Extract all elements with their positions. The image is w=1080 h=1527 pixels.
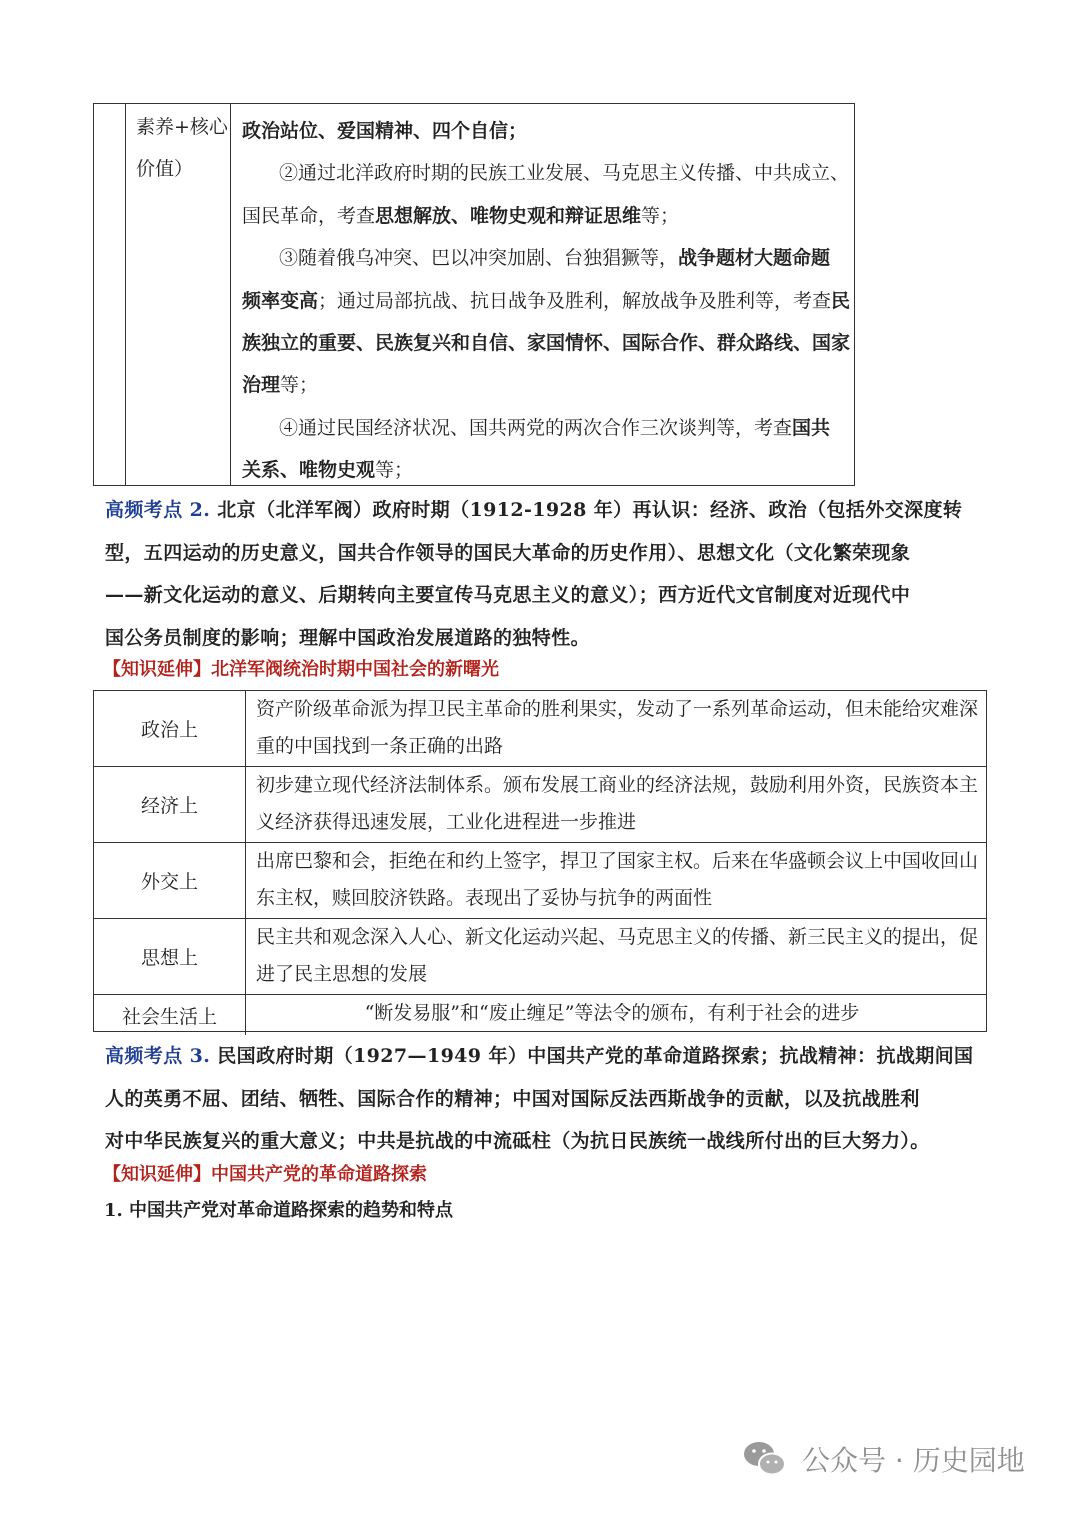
- table-row: [94, 919, 986, 995]
- content-segment: ③随着俄乌冲突、巴以冲突加剧、台独猖獗等，: [279, 247, 679, 270]
- table-row: [94, 767, 986, 843]
- row-content-line: 东主权，赎回胶济铁路。表现出了妥协与抗争的两面性: [256, 887, 713, 909]
- paragraph-line: 型，五四运动的历史意义，国共合作领导的国民大革命的历史作用）、思想文化（文化繁荣现象: [105, 541, 911, 564]
- watermark-text: 公众号 · 历史园地: [802, 1444, 1025, 1477]
- paragraph-text: 民国政府时期（1927—1949 年）中国共产党的革命道路探索；抗战精神：抗战期间国: [210, 1045, 974, 1067]
- wechat-icon: [742, 1439, 788, 1479]
- content-segment: 治理: [242, 374, 281, 397]
- top-table-content-cell: [231, 104, 854, 485]
- top-table: [93, 103, 855, 486]
- row-label: 经济上: [94, 767, 246, 842]
- content-segment: 等；: [641, 204, 680, 227]
- row-content-line: 义经济获得迅速发展，工业化进程进一步推进: [256, 811, 637, 833]
- content-segment: 频率变高: [242, 289, 319, 312]
- row-label: 社会生活上: [94, 995, 246, 1035]
- row-content-line: 进了民主思想的发展: [256, 963, 428, 985]
- content-segment: 等；: [280, 374, 319, 397]
- row-label: 政治上: [94, 691, 246, 766]
- table-row: [94, 995, 986, 1035]
- content-segment: ②通过北洋政府时期的民族工业发展、马克思主义传播、中共成立、: [279, 162, 850, 185]
- point-number: 高频考点 2.: [105, 499, 211, 521]
- content-segment: 政治站位、爱国精神、四个自信；: [242, 120, 528, 142]
- row-content-line: 民主共和观念深入人心、新文化运动兴起、马克思主义的传播、新三民主义的提出，促: [256, 926, 979, 948]
- row-content-line: 资产阶级革命派为捍卫民主革命的胜利果实，发动了一系列革命运动，但未能给灾难深: [256, 698, 979, 720]
- paragraph-text: 北京（北洋军阀）政府时期（1912-1928 年）再认识：经济、政治（包括外交深度转: [210, 499, 963, 521]
- row-content: [246, 995, 978, 1032]
- content-segment: 族独立的重要、民族复兴和自信、家国情怀、国际合作、群众路线、国家: [242, 332, 851, 354]
- paragraph-line: 对中华民族复兴的重大意义；中共是抗战的中流砥柱（为抗日民族统一战线所付出的巨大努力）。: [105, 1130, 930, 1152]
- content-line: [279, 243, 830, 270]
- content-line: [242, 201, 679, 228]
- list-item-1: 1. 中国共产党对革命道路探索的趋势和特点: [104, 1200, 454, 1221]
- row-content-line: 初步建立现代经济法制体系。颁布发展工商业的经济法规，鼓励利用外资，民族资本主: [256, 774, 979, 796]
- content-segment: 国民革命，考查: [242, 204, 376, 227]
- content-line: [242, 116, 527, 143]
- paragraph-line: [105, 495, 962, 522]
- row-content: [256, 767, 978, 841]
- content-line: [242, 286, 850, 313]
- content-segment: 民: [831, 289, 851, 312]
- content-line: [242, 370, 318, 397]
- paragraph-line: ——新文化运动的意义、后期转向主要宣传马克思主义的意义）；西方近代文官制度对近现代中: [105, 584, 911, 606]
- content-segment: ④通过民国经济状况、国共两党的两次合作三次谈判等，考查: [279, 416, 793, 439]
- row-content-line: 出席巴黎和会，拒绝在和约上签字，捍卫了国家主权。后来在华盛顿会议上中国收回山: [256, 850, 979, 872]
- row-content-line: “断发易服”和“废止缠足”等法令的颁布，有利于社会的进步: [364, 1002, 860, 1024]
- content-segment: 等；: [375, 459, 414, 482]
- knowledge-extension-heading: 【知识延伸】中国共产党的革命道路探索: [103, 1164, 427, 1185]
- content-segment: 国共: [792, 416, 831, 439]
- row-label: 外交上: [94, 843, 246, 918]
- top-table-blank-column: [94, 104, 126, 485]
- knowledge-extension-heading: 【知识延伸】北洋军阀统治时期中国社会的新曙光: [103, 659, 499, 680]
- top-table-label-cell: [126, 104, 231, 485]
- content-segment: ；通过局部抗战、抗日战争及胜利，解放战争及胜利等，考查: [318, 289, 832, 312]
- paragraph-line: 国公务员制度的影响；理解中国政治发展道路的独特性。: [105, 626, 591, 649]
- content-line: [242, 328, 850, 355]
- row-content: [256, 843, 978, 917]
- beiyang-period-table: [93, 690, 987, 1032]
- paragraph-line: [105, 1041, 973, 1068]
- table-row: [94, 691, 986, 767]
- content-segment: 战争题材大题命题: [678, 247, 831, 270]
- paragraph-line: 人的英勇不屈、团结、牺牲、国际合作的精神；中国对国际反法西斯战争的贡献，以及抗战胜利: [105, 1087, 920, 1110]
- content-segment: 思想解放、唯物史观和辩证思维: [375, 204, 642, 227]
- row-content-line: 重的中国找到一条正确的出路: [256, 735, 504, 757]
- label-line: 素养+核心: [136, 116, 228, 138]
- row-content: [256, 919, 978, 993]
- row-label: 思想上: [94, 919, 246, 994]
- watermark: [742, 1435, 1062, 1485]
- content-line: [279, 413, 830, 440]
- content-line: [279, 158, 849, 185]
- label-line: 价值）: [136, 158, 194, 180]
- content-segment: 关系、唯物史观: [242, 459, 376, 482]
- point-number: 高频考点 3.: [105, 1045, 211, 1067]
- table-row: [94, 843, 986, 919]
- row-content: [256, 691, 978, 765]
- content-line: [242, 455, 413, 482]
